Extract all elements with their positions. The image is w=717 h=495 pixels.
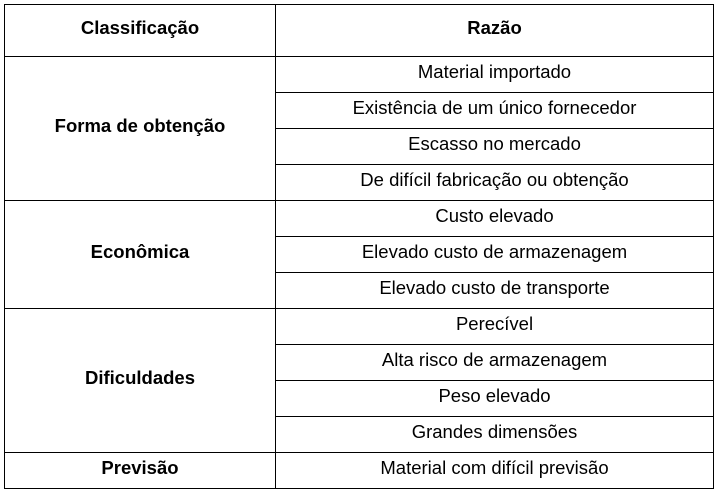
reason-cell	[276, 417, 714, 453]
group-cell-forma-de-obtencao	[5, 57, 276, 201]
reason-label: Perecível	[455, 313, 534, 335]
group-cell-economica	[5, 201, 276, 309]
group-label: Previsão	[101, 457, 179, 479]
table-row	[5, 201, 714, 237]
reason-label: Material com difícil previsão	[380, 457, 609, 479]
classification-table-container	[4, 4, 714, 489]
reason-label: Custo elevado	[435, 205, 554, 227]
reason-label: De difícil fabricação ou obtenção	[360, 169, 629, 191]
reason-label: Material importado	[417, 61, 572, 83]
reason-cell	[276, 273, 714, 309]
table-row	[5, 309, 714, 345]
reason-label: Elevado custo de armazenagem	[361, 241, 628, 263]
reason-label: Elevado custo de transporte	[379, 277, 610, 299]
header-classificacao-label: Classificação	[80, 17, 200, 39]
reason-label: Grandes dimensões	[411, 421, 578, 443]
group-label: Forma de obtenção	[54, 115, 226, 137]
reason-cell	[276, 93, 714, 129]
table-row	[5, 453, 714, 489]
classification-table	[4, 4, 714, 489]
group-label: Econômica	[90, 241, 190, 263]
header-razao	[276, 5, 714, 57]
reason-label: Peso elevado	[438, 385, 551, 407]
reason-cell	[276, 309, 714, 345]
group-cell-dificuldades	[5, 309, 276, 453]
reason-cell	[276, 453, 714, 489]
reason-label: Alta risco de armazenagem	[381, 349, 608, 371]
group-cell-previsao	[5, 453, 276, 489]
reason-cell	[276, 129, 714, 165]
header-classificacao	[5, 5, 276, 57]
reason-cell	[276, 381, 714, 417]
reason-cell	[276, 201, 714, 237]
header-razao-label: Razão	[467, 17, 522, 39]
reason-label: Escasso no mercado	[408, 133, 581, 155]
reason-cell	[276, 57, 714, 93]
reason-cell	[276, 165, 714, 201]
header-row	[5, 5, 714, 57]
reason-cell	[276, 345, 714, 381]
reason-cell	[276, 237, 714, 273]
reason-label: Existência de um único fornecedor	[352, 97, 637, 119]
group-label: Dificuldades	[85, 367, 195, 389]
table-row	[5, 57, 714, 93]
